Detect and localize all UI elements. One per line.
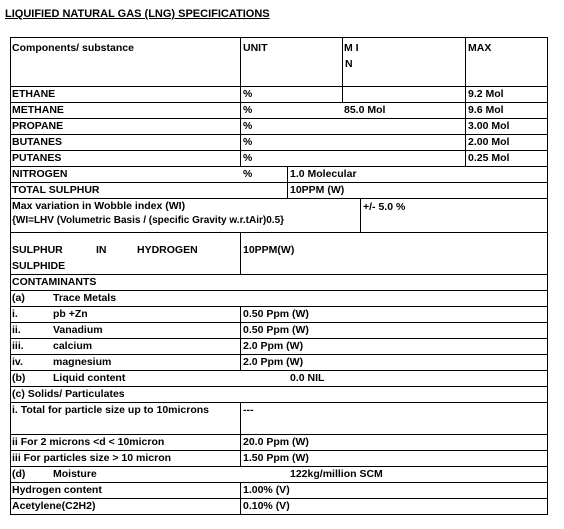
row-sulphur-value: 10PPM (W) (290, 184, 345, 196)
row-ethane-unit: % (243, 88, 253, 100)
header-component: Components/ substance (12, 42, 134, 54)
liquid-content-index: (b) (12, 372, 26, 384)
pb-zn-label: pb +Zn (53, 308, 88, 320)
contaminants-heading: CONTAMINANTS (12, 276, 97, 288)
header-unit: UNIT (243, 42, 268, 54)
row-butanes-name: BUTANES (12, 136, 62, 148)
trace-metals-index: (a) (12, 292, 25, 304)
pb-zn-value: 0.50 Ppm (W) (243, 308, 309, 320)
row-h2s-line2: SULPHIDE (12, 260, 66, 272)
liquid-content-label: Liquid content (53, 372, 126, 384)
row-putanes-max: 0.25 Mol (468, 152, 510, 164)
vanadium-label: Vanadium (53, 324, 103, 336)
vanadium-index: ii. (12, 324, 21, 336)
row-methane-min: 85.0 Mol (344, 104, 386, 116)
calcium-label: calcium (53, 340, 93, 352)
header-min-line2: N (345, 58, 353, 70)
header-min: M I (344, 42, 359, 54)
specifications-table (10, 37, 548, 515)
particle-10-label: i. Total for particle size up to 10microns (12, 404, 210, 416)
moisture-value: 122kg/million SCM (290, 468, 383, 480)
particle-10plus-value: 1.50 Ppm (W) (243, 452, 309, 464)
row-propane-max: 3.00 Mol (468, 120, 510, 132)
row-nitrogen-unit: % (243, 168, 253, 180)
document-title: LIQUIFIED NATURAL GAS (LNG) SPECIFICATIONS (5, 8, 270, 20)
trace-metals-label: Trace Metals (53, 292, 117, 304)
solids-heading: (c) Solids/ Particulates (12, 388, 125, 400)
row-butanes-max: 2.00 Mol (468, 136, 510, 148)
magnesium-value: 2.0 Ppm (W) (243, 356, 304, 368)
row-ethane-max: 9.2 Mol (468, 88, 504, 100)
row-h2s-value: 10PPM(W) (243, 244, 295, 256)
row-putanes-unit: % (243, 152, 253, 164)
hydrogen-content-value: 1.00% (V) (243, 484, 290, 496)
row-butanes-unit: % (243, 136, 253, 148)
row-wobble-line1: Max variation in Wobble index (WI) (12, 200, 186, 212)
row-methane-name: METHANE (12, 104, 64, 116)
moisture-index: (d) (12, 468, 26, 480)
magnesium-label: magnesium (53, 356, 112, 368)
row-nitrogen-value: 1.0 Molecular (290, 168, 357, 180)
particle-10plus-label: iii For particles size > 10 micron (12, 452, 172, 464)
row-h2s-word3: HYDROGEN (137, 244, 198, 256)
row-wobble-value: +/- 5.0 % (363, 201, 406, 213)
acetylene-label: Acetylene(C2H2) (12, 500, 96, 512)
row-nitrogen-name: NITROGEN (12, 168, 68, 180)
moisture-label: Moisture (53, 468, 97, 480)
row-h2s-word2: IN (96, 244, 107, 256)
hydrogen-content-label: Hydrogen content (12, 484, 102, 496)
row-propane-name: PROPANE (12, 120, 64, 132)
row-sulphur-name: TOTAL SULPHUR (12, 184, 100, 196)
particle-2-10-value: 20.0 Ppm (W) (243, 436, 309, 448)
magnesium-index: iv. (12, 356, 23, 368)
pb-zn-index: i. (12, 308, 18, 320)
particle-2-10-label: ii For 2 microns <d < 10micron (12, 436, 165, 448)
calcium-value: 2.0 Ppm (W) (243, 340, 304, 352)
row-ethane-name: ETHANE (12, 88, 56, 100)
acetylene-value: 0.10% (V) (243, 500, 290, 512)
vanadium-value: 0.50 Ppm (W) (243, 324, 309, 336)
row-wobble-line2: {WI=LHV (Volumetric Basis / (specific Gravity w.r.tAir)0.5} (12, 215, 285, 226)
row-propane-unit: % (243, 120, 253, 132)
row-methane-unit: % (243, 104, 253, 116)
row-h2s-word1: SULPHUR (12, 244, 63, 256)
liquid-content-value: 0.0 NIL (290, 372, 325, 384)
row-methane-max: 9.6 Mol (468, 104, 504, 116)
calcium-index: iii. (12, 340, 24, 352)
row-putanes-name: PUTANES (12, 152, 62, 164)
particle-10-value: --- (243, 404, 254, 416)
header-max: MAX (468, 42, 492, 54)
